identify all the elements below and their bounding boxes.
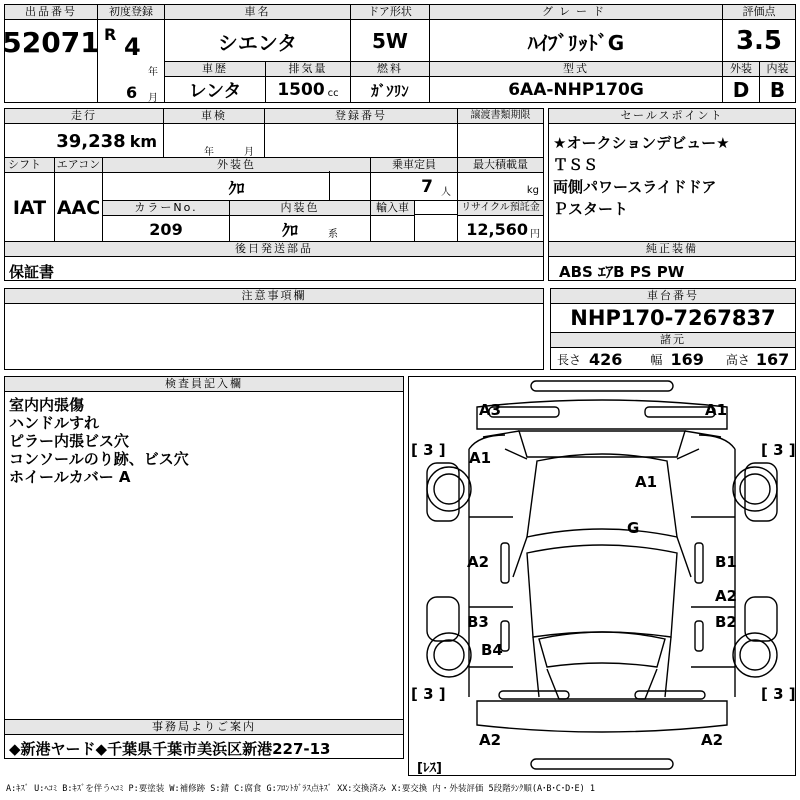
mark-left-rear-door: B3 bbox=[467, 613, 489, 631]
capacity-value bbox=[371, 173, 457, 201]
later-parts-box bbox=[4, 241, 544, 281]
equipment-label: 純正装備 bbox=[549, 242, 795, 257]
displacement-box bbox=[265, 61, 351, 103]
lot-number: 52071 bbox=[2, 25, 100, 59]
inspector-label: 検査員記入欄 bbox=[5, 377, 403, 392]
mileage-value bbox=[5, 124, 163, 158]
width: 169 bbox=[670, 349, 704, 369]
mark-left-front-door: A2 bbox=[467, 553, 490, 571]
max-load-label: 最大積載量 bbox=[458, 158, 543, 173]
import-box bbox=[370, 200, 415, 242]
exterior-grade: D bbox=[732, 78, 750, 102]
mileage-label: 走行 bbox=[5, 109, 163, 124]
color-no-box bbox=[102, 200, 230, 242]
capacity-label: 乗車定員 bbox=[371, 158, 457, 173]
mark-glass: G bbox=[627, 519, 640, 537]
caution-label: 注意事項欄 bbox=[5, 289, 543, 304]
caution-box bbox=[4, 288, 544, 370]
mark-rear-right: A2 bbox=[701, 731, 724, 749]
recycle-label: リサイクル預託金 bbox=[458, 201, 543, 216]
mark-front-right: A1 bbox=[705, 401, 728, 419]
sales-points-box bbox=[548, 108, 796, 242]
capacity: 7 bbox=[421, 177, 433, 197]
fuel-label: 燃料 bbox=[351, 62, 429, 77]
inspector-note: コンソールのり跡、ビス穴 bbox=[9, 450, 189, 468]
score-box bbox=[722, 4, 796, 62]
door-type: 5W bbox=[372, 29, 408, 53]
legend: A:ｷｽﾞ U:ﾍｺﾐ B:ｷｽﾞを伴うﾍｺﾐ P:要塗装 W:補修跡 S:錆 C:腐食 G:ﾌﾛﾝﾄｶﾞﾗｽ点ｷｽﾞ XX:交換済み X:要交換 内・外装評価 5段階ﾗﾝｸ順(A･B･C･D･E) 1 bbox=[6, 784, 595, 794]
color-no-label: カラーNo. bbox=[103, 201, 229, 216]
mileage-box bbox=[4, 108, 164, 158]
mark-left-fender: A1 bbox=[469, 449, 492, 467]
inspection-month-unit: 月 bbox=[244, 147, 254, 158]
sales-point: 両側パワースライドドア bbox=[553, 178, 717, 196]
ext-color: ｸﾛ bbox=[228, 178, 245, 198]
capacity-box bbox=[370, 157, 458, 201]
reg-number-box bbox=[264, 108, 458, 158]
mileage: 39,238 bbox=[56, 130, 126, 152]
inspection-label: 車検 bbox=[164, 109, 264, 124]
aircon-label: エアコン bbox=[56, 158, 101, 171]
import-box-2 bbox=[414, 214, 458, 242]
height-label: 高さ bbox=[725, 352, 750, 367]
inspector-box bbox=[4, 376, 404, 720]
mark-rear-left: A2 bbox=[479, 731, 502, 749]
recycle-box bbox=[457, 200, 544, 242]
chassis-number: NHP170-7267837 bbox=[551, 304, 795, 333]
later-parts-label: 後日発送部品 bbox=[5, 242, 543, 257]
office-notice: ◆新港ヤード◆千葉県千葉市美浜区新港227-13 bbox=[9, 740, 331, 758]
ext-color-label: 外装色 bbox=[103, 158, 370, 173]
fuel-box bbox=[350, 61, 430, 103]
dims-label: 諸元 bbox=[551, 333, 795, 348]
recycle-unit: 円 bbox=[530, 228, 540, 240]
inspection-box bbox=[163, 108, 265, 158]
era: R bbox=[104, 25, 117, 44]
interior-grade-label: 内装 bbox=[760, 62, 795, 77]
car-name-box bbox=[164, 4, 351, 62]
aircon: AAC bbox=[56, 196, 101, 219]
load-unit: kg bbox=[526, 184, 539, 196]
mark-tire-fr: [ 3 ] bbox=[761, 441, 796, 459]
int-color: ｸﾛ bbox=[281, 220, 298, 240]
lot-number-box bbox=[4, 4, 98, 103]
displacement-label: 排気量 bbox=[266, 62, 350, 77]
reg-month-unit: 月 bbox=[148, 93, 158, 104]
mark-front-left: A3 bbox=[479, 401, 502, 419]
score: 3.5 bbox=[735, 26, 783, 56]
mark-right-front-door: B1 bbox=[715, 553, 737, 571]
chassis-box bbox=[550, 288, 796, 370]
mark-left-quarter: B4 bbox=[481, 641, 503, 659]
mark-tire-rr: [ 3 ] bbox=[761, 685, 796, 703]
mileage-unit: km bbox=[129, 131, 157, 151]
model-code: 6AA-NHP170G bbox=[508, 80, 644, 100]
reg-number-label: 登録番号 bbox=[265, 109, 457, 124]
height: 167 bbox=[755, 349, 790, 369]
length-label: 長さ bbox=[557, 352, 582, 367]
office-box bbox=[4, 719, 404, 759]
displacement: 1500 bbox=[277, 80, 325, 100]
int-color-label: 内装色 bbox=[230, 201, 370, 216]
car-name-label: 車名 bbox=[165, 5, 350, 20]
equipment: ABS ｴｱB PS PW bbox=[559, 263, 685, 281]
shift: IAT bbox=[12, 196, 47, 219]
model-code-box bbox=[429, 61, 723, 103]
ext-color-divider bbox=[329, 171, 330, 201]
exterior-grade-box bbox=[722, 61, 760, 103]
model-code-label: 型式 bbox=[430, 62, 722, 77]
sales-points-label: セールスポイント bbox=[549, 109, 795, 124]
car-diagram bbox=[408, 376, 796, 776]
mark-right-rear-door: A2 bbox=[715, 587, 738, 605]
sales-point: ＴＳＳ bbox=[553, 156, 599, 174]
sales-point: Ｐスタート bbox=[553, 200, 629, 218]
length: 426 bbox=[589, 349, 623, 369]
chassis-label: 車台番号 bbox=[551, 289, 795, 304]
door-box bbox=[350, 4, 430, 62]
interior-grade: B bbox=[769, 78, 786, 102]
capacity-unit: 人 bbox=[441, 186, 451, 198]
later-parts: 保証書 bbox=[9, 263, 55, 281]
color-no: 209 bbox=[149, 219, 183, 239]
grade-label: グレード bbox=[430, 5, 722, 20]
shift-box bbox=[4, 157, 55, 242]
transfer-deadline-box bbox=[457, 108, 544, 158]
inspector-note: ピラー内張ビス穴 bbox=[9, 432, 130, 450]
inspector-note: ハンドルすれ bbox=[9, 414, 100, 432]
history-label: 車歴 bbox=[165, 62, 265, 77]
history-box bbox=[164, 61, 266, 103]
mark-tire-rl: [ 3 ] bbox=[411, 685, 446, 703]
interior-grade-box bbox=[759, 61, 796, 103]
office-label: 事務局よりご案内 bbox=[5, 720, 403, 735]
displacement-value bbox=[266, 77, 350, 103]
inspector-note: 室内内張傷 bbox=[9, 396, 85, 414]
displacement-unit: cc bbox=[327, 87, 339, 99]
reg-year: 4 bbox=[124, 33, 141, 61]
mark-tire-fl: [ 3 ] bbox=[411, 441, 446, 459]
mark-windshield: A1 bbox=[635, 473, 658, 491]
first-registration-box bbox=[97, 4, 165, 103]
sales-point: ★オークションデビュー★ bbox=[553, 134, 730, 152]
shift-label: シフト bbox=[5, 158, 54, 173]
reg-month: 6 bbox=[126, 83, 138, 102]
fuel: ｶﾞｿﾘﾝ bbox=[371, 81, 409, 100]
ext-color-box bbox=[102, 157, 371, 201]
width-label: 幅 bbox=[650, 352, 663, 367]
history: レンタ bbox=[188, 81, 242, 102]
int-color-unit: 系 bbox=[328, 228, 338, 240]
score-label: 評価点 bbox=[723, 5, 795, 20]
car-outline-diagram bbox=[409, 377, 795, 775]
mark-spare-tire: [ﾚｽ] bbox=[417, 761, 442, 776]
car-name: シエンタ bbox=[217, 30, 298, 55]
transfer-deadline-label: 譲渡書類期限 bbox=[458, 109, 543, 124]
reg-year-unit: 年 bbox=[148, 67, 158, 78]
grade: ﾊｲﾌﾞﾘｯﾄﾞG bbox=[527, 30, 625, 55]
mark-right-quarter: B2 bbox=[715, 613, 737, 631]
inspector-note: ホイールカバー A bbox=[9, 468, 131, 486]
grade-box bbox=[429, 4, 723, 62]
first-registration-label: 初度登録 bbox=[98, 5, 164, 20]
max-load-box bbox=[457, 157, 544, 201]
door-label: ドア形状 bbox=[351, 5, 429, 20]
lot-number-label: 出品番号 bbox=[5, 5, 97, 20]
exterior-grade-label: 外装 bbox=[723, 62, 759, 77]
equipment-box bbox=[548, 241, 796, 281]
import-label: 輸入車 bbox=[371, 201, 414, 216]
int-color-box bbox=[229, 200, 371, 242]
aircon-box bbox=[54, 157, 103, 242]
recycle-deposit: 12,560 bbox=[466, 219, 528, 239]
inspection-year-unit: 年 bbox=[204, 147, 214, 158]
